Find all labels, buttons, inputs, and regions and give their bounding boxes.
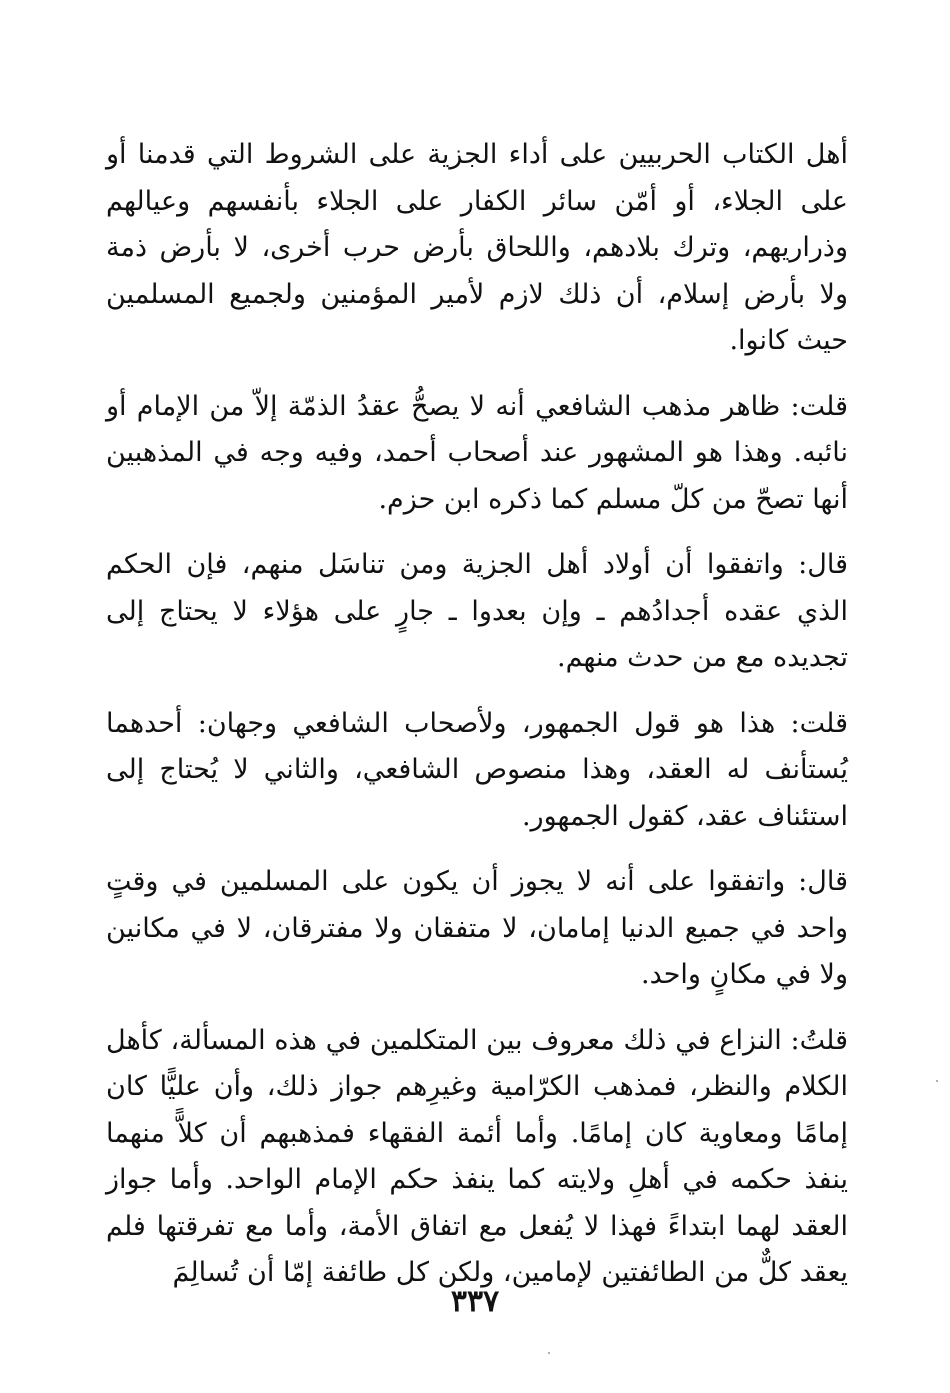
paragraph-6: قلتُ: النزاع في ذلك معروف بين المتكلمين في هذه المسألة، كأهل الكلام والنظر، فمذهب الكرّامية وغيرِهم جواز ذلك، وأن عليًّا كان إمامًا ومعاوية كان إمامًا. وأما أئمة الفقهاء فمذهبهم أن كلاًّ منهما ينفذ حكمه في أهلِ ولايته كما ينفذ حكم الإمام الواحد. وأما جواز العقد لهما ابتداءً فهذا لا يُفعل مع اتفاق الأمة، وأما مع تفرقتها فلم يعقد كلٌّ من الطائفتين لإمامين، ولكن كل طائفة إمّا أن تُسالِمَ [106, 1024, 849, 1288]
paragraph-2: قلت: ظاهر مذهب الشافعي أنه لا يصحُّ عقدُ الذمّة إلاّ من الإمام أو نائبه. وهذا هو المشهور عند أصحاب أحمد، وفيه وجه في المذهبين أنها تصحّ من كلّ مسلم كما ذكره ابن حزم. [106, 390, 848, 515]
scan-speck [936, 1080, 938, 1082]
page-number: ٣٣٧ [450, 1284, 500, 1319]
paragraph-1: أهل الكتاب الحربيين على أداء الجزية على الشروط التي قدمنا أو على الجلاء، أو أمّن سائر الكفار على الجلاء بأنفسهم وعيالهم وذراريهم، وترك بلادهم، واللحاق بأرض حرب أخرى، لا بأرض ذمة ولا بأرض إسلام، أن ذلك لازم لأمير المؤمنين ولجميع المسلمين حيث كانوا. [106, 139, 848, 356]
body-text [106, 132, 848, 1297]
scan-speck [548, 1352, 550, 1354]
paragraph-5: قال: واتفقوا على أنه لا يجوز أن يكون على المسلمين في وقتٍ واحد في جميع الدنيا إمامان، لا متفقان ولا مفترقان، لا في مكانين ولا في مكانٍ واحد. [106, 866, 848, 990]
paragraph-4: قلت: هذا هو قول الجمهور، ولأصحاب الشافعي وجهان: أحدهما يُستأنف له العقد، وهذا منصوص الشافعي، والثاني لا يُحتاج إلى استئناف عقد، كقول الجمهور. [106, 707, 848, 832]
paragraph-3: قال: واتفقوا أن أولاد أهل الجزية ومن تناسَل منهم، فإن الحكم الذي عقده أجدادُهم ـ وإن بعدوا ـ جارٍ على هؤلاء لا يحتاج إلى تجديده مع من حدث منهم. [106, 549, 848, 673]
